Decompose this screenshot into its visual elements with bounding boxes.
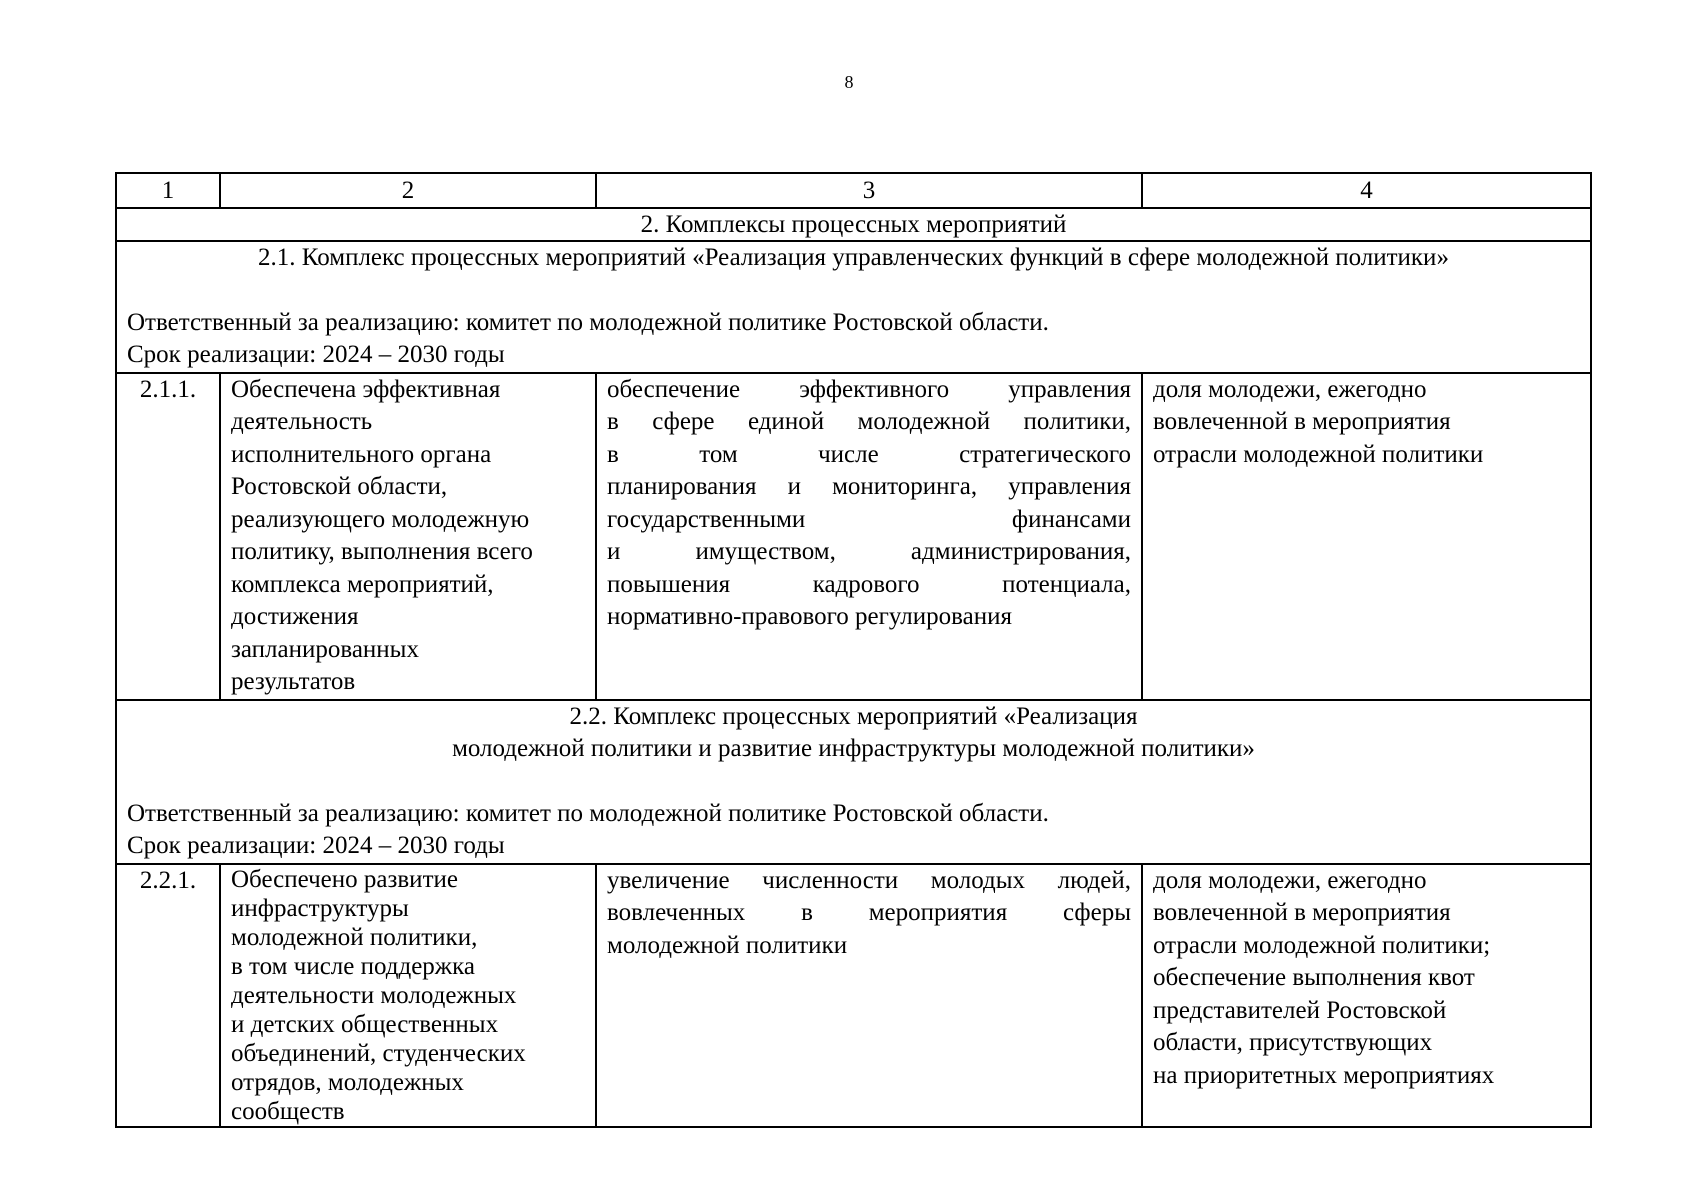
indicator-line: на приоритетных мероприятиях	[1153, 1061, 1495, 1089]
task-line: Обеспечена эффективная	[231, 375, 501, 403]
description-line: нормативно-правового регулирования	[607, 603, 1012, 630]
block-header-row	[116, 700, 1591, 864]
task-line: комплекса мероприятий,	[231, 570, 494, 598]
section-title: 2. Комплексы процессных мероприятий	[116, 208, 1591, 241]
term-text: Срок реализации: 2024 – 2030 годы	[127, 341, 505, 368]
block-header-2-1	[116, 241, 1591, 373]
page-number: 8	[844, 72, 854, 92]
task-line: и детских общественных	[231, 1010, 499, 1038]
task-line: инфраструктуры	[231, 894, 409, 922]
task-line: отрядов, молодежных	[231, 1068, 464, 1096]
row-number: 2.1.1.	[116, 373, 220, 700]
indicator-line: вовлеченной в мероприятия	[1153, 899, 1451, 926]
row-number: 2.2.1.	[116, 864, 220, 1127]
description-line: увеличение численности молодых людей,	[607, 866, 1131, 894]
column-header-4: 4	[1142, 173, 1591, 208]
task-cell	[220, 864, 596, 1127]
block-header-2-2	[116, 700, 1591, 864]
task-line: в том числе поддержка	[231, 952, 475, 980]
task-line: реализующего молодежную	[231, 505, 530, 533]
block-title: 2.1. Комплекс процессных мероприятий «Реализация управленческих функций в сфере молодежной политики»	[258, 244, 1449, 271]
indicator-cell	[1142, 864, 1591, 1127]
indicator-line: доля молодежи, ежегодно	[1153, 866, 1427, 894]
task-line: сообществ	[231, 1097, 345, 1125]
responsible-text: Ответственный за реализацию: комитет по молодежной политике Ростовской области.	[127, 799, 1049, 827]
term-text: Срок реализации: 2024 – 2030 годы	[127, 832, 505, 859]
description-line: молодежной политики	[607, 931, 848, 959]
task-line: политику, выполнения всего	[231, 538, 533, 565]
description-cell	[596, 373, 1142, 700]
column-header-2: 2	[220, 173, 596, 208]
task-line: исполнительного органа	[231, 440, 492, 468]
task-line: деятельности молодежных	[231, 981, 517, 1009]
description-line: повышения кадрового потенциала,	[607, 570, 1131, 598]
block-title-line: 2.2. Комплекс процессных мероприятий «Реализация	[569, 702, 1138, 730]
description-line: и имуществом, администрирования,	[607, 538, 1131, 565]
description-line: обеспечение эффективного управления	[607, 375, 1131, 403]
task-line: деятельность	[231, 408, 373, 435]
description-line: в том числе стратегического	[607, 440, 1131, 468]
indicator-line: обеспечение выполнения квот	[1153, 964, 1475, 991]
block-title-line: молодежной политики и развитие инфраструктуры молодежной политики»	[452, 735, 1255, 762]
description-line: в сфере единой молодежной политики,	[607, 408, 1131, 435]
table-row	[116, 373, 1591, 700]
table-row	[116, 864, 1591, 1127]
description-line: планирования и мониторинга, управления	[607, 473, 1131, 500]
task-line: Обеспечено развитие	[231, 865, 458, 893]
indicator-cell	[1142, 373, 1591, 700]
description-cell	[596, 864, 1142, 1127]
indicator-line: представителей Ростовской	[1153, 996, 1447, 1024]
indicator-line: вовлеченной в мероприятия	[1153, 408, 1451, 435]
task-line: молодежной политики,	[231, 923, 478, 951]
description-line: государственными финансами	[607, 505, 1131, 533]
column-header-1: 1	[116, 173, 220, 208]
table-header-row	[116, 173, 1591, 208]
task-cell	[220, 373, 596, 700]
task-line: результатов	[231, 668, 356, 695]
description-line: вовлеченных в мероприятия сферы	[607, 899, 1131, 926]
indicator-line: отрасли молодежной политики;	[1153, 931, 1491, 959]
measures-table	[115, 172, 1592, 1128]
block-header-row	[116, 241, 1591, 373]
indicator-line: области, присутствующих	[1153, 1029, 1433, 1056]
task-line: достижения	[231, 603, 359, 630]
task-line: Ростовской области,	[231, 473, 448, 500]
indicator-line: доля молодежи, ежегодно	[1153, 375, 1427, 403]
section-row	[116, 208, 1591, 241]
column-header-3: 3	[596, 173, 1142, 208]
indicator-line: отрасли молодежной политики	[1153, 440, 1484, 468]
task-line: объединений, студенческих	[231, 1039, 526, 1067]
responsible-text: Ответственный за реализацию: комитет по молодежной политике Ростовской области.	[127, 308, 1049, 336]
task-line: запланированных	[231, 635, 419, 663]
